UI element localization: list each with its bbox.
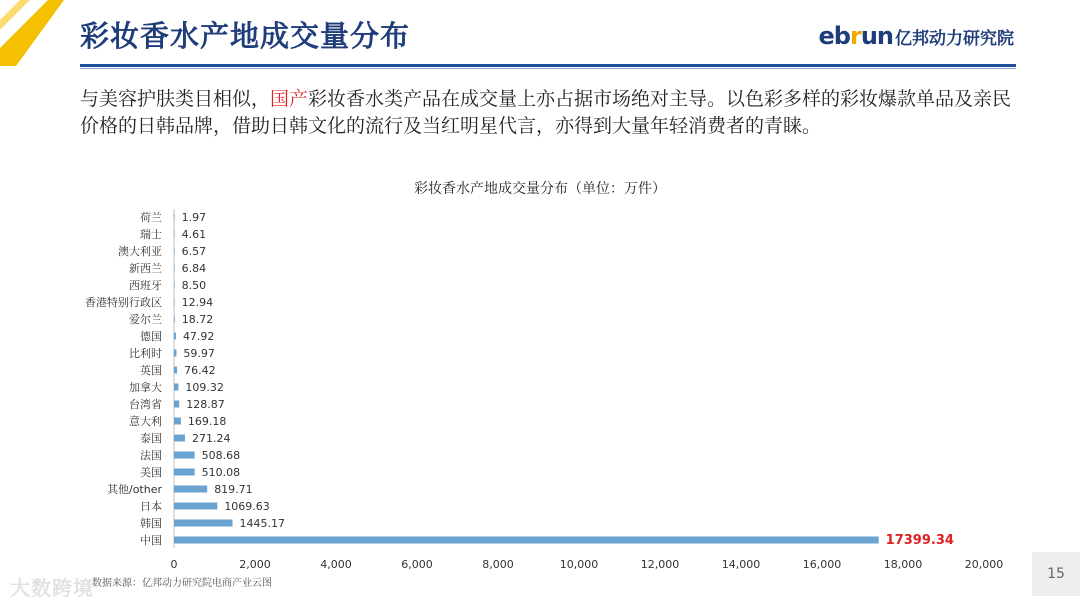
- x-tick-label: 10,000: [559, 558, 599, 571]
- category-label: 台湾省: [129, 398, 162, 411]
- bar: [174, 503, 217, 510]
- page-title: 彩妆香水产地成交量分布: [80, 19, 411, 53]
- intro-part2: 彩妆香水类产品在成交量上亦占据市场绝对主导。以色彩多样的彩妆爆款单品及亲民价格的日韩品牌，借助日韩文化的流行及当红明星代言，亦得到大量年轻消费者的青睐。: [80, 88, 1012, 137]
- category-label: 瑞士: [140, 228, 162, 241]
- bar: [174, 214, 175, 221]
- data-label: 18.72: [181, 313, 214, 326]
- category-label: 香港特别行政区: [85, 296, 162, 309]
- intro-highlight: 国产: [270, 88, 309, 110]
- data-label: 169.18: [187, 415, 227, 428]
- category-label: 德国: [140, 330, 162, 343]
- category-label: 中国: [140, 534, 162, 547]
- category-label: 荷兰: [140, 211, 162, 224]
- bar: [174, 350, 176, 357]
- category-label: 爱尔兰: [129, 313, 162, 326]
- x-tick-label: 14,000: [721, 558, 761, 571]
- category-label: 西班牙: [129, 279, 162, 292]
- source-note: 数据来源：亿邦动力研究院电商产业云图: [92, 578, 272, 589]
- chart-title: 彩妆香水产地成交量分布（单位：万件）: [414, 181, 666, 197]
- category-label: 英国: [140, 364, 162, 377]
- data-label: 12.94: [181, 296, 214, 309]
- category-label: 加拿大: [129, 381, 162, 394]
- x-tick-label: 12,000: [640, 558, 680, 571]
- x-tick-label: 6,000: [401, 558, 433, 571]
- data-label: 819.71: [214, 483, 253, 496]
- category-label: 澳大利亚: [118, 245, 162, 258]
- data-label: 109.32: [185, 381, 224, 394]
- data-label: 4.61: [181, 228, 207, 241]
- bar: [174, 265, 175, 272]
- category-label: 日本: [140, 500, 162, 513]
- data-label: 271.24: [191, 432, 231, 445]
- bar: [174, 520, 233, 527]
- category-label: 其他/other: [106, 483, 162, 496]
- data-label: 8.50: [181, 279, 207, 292]
- data-label: 1069.63: [224, 500, 270, 513]
- x-tick-label: 2,000: [239, 558, 271, 571]
- category-label: 韩国: [140, 517, 162, 530]
- x-tick-label: 0: [170, 558, 178, 571]
- x-tick-label: 20,000: [964, 558, 1004, 571]
- logo-wordmark: ebrun: [818, 22, 893, 50]
- bar: [174, 231, 175, 238]
- data-label: 47.92: [182, 330, 215, 343]
- data-label: 6.57: [181, 245, 207, 258]
- bar: [174, 299, 175, 306]
- watermark: 大数跨境: [10, 576, 94, 600]
- category-label: 新西兰: [129, 262, 162, 275]
- category-label: 美国: [140, 466, 162, 479]
- data-label: 59.97: [183, 347, 215, 360]
- category-label: 比利时: [129, 347, 162, 360]
- bar: [174, 316, 175, 323]
- data-label: 128.87: [186, 398, 225, 411]
- bar: [174, 537, 879, 544]
- x-tick-label: 18,000: [883, 558, 923, 571]
- bar: [174, 452, 195, 459]
- x-tick-label: 4,000: [320, 558, 352, 571]
- category-label: 意大利: [129, 415, 162, 428]
- data-label: 17399.34: [885, 533, 954, 548]
- x-tick-label: 8,000: [482, 558, 514, 571]
- data-label: 508.68: [201, 449, 241, 462]
- bar: [174, 248, 175, 255]
- bar: [174, 282, 175, 289]
- bar: [174, 384, 178, 391]
- bar: [174, 401, 179, 408]
- bar: [174, 367, 177, 374]
- data-label: 6.84: [181, 262, 207, 275]
- data-label: 1.97: [181, 211, 207, 224]
- bar: [174, 333, 176, 340]
- category-label: 法国: [140, 449, 162, 462]
- page-number: 15: [1032, 552, 1080, 596]
- x-tick-label: 16,000: [802, 558, 842, 571]
- bar: [174, 418, 181, 425]
- bar: [174, 486, 207, 493]
- data-label: 1445.17: [239, 517, 286, 530]
- intro-part1: 与美容护肤类目相似，: [80, 88, 271, 110]
- bar: [174, 469, 195, 476]
- data-label: 76.42: [184, 364, 216, 377]
- bar: [174, 435, 185, 442]
- data-label: 510.08: [201, 466, 241, 479]
- category-label: 泰国: [140, 432, 162, 445]
- logo-cn-text: 亿邦动力研究院: [895, 29, 1014, 49]
